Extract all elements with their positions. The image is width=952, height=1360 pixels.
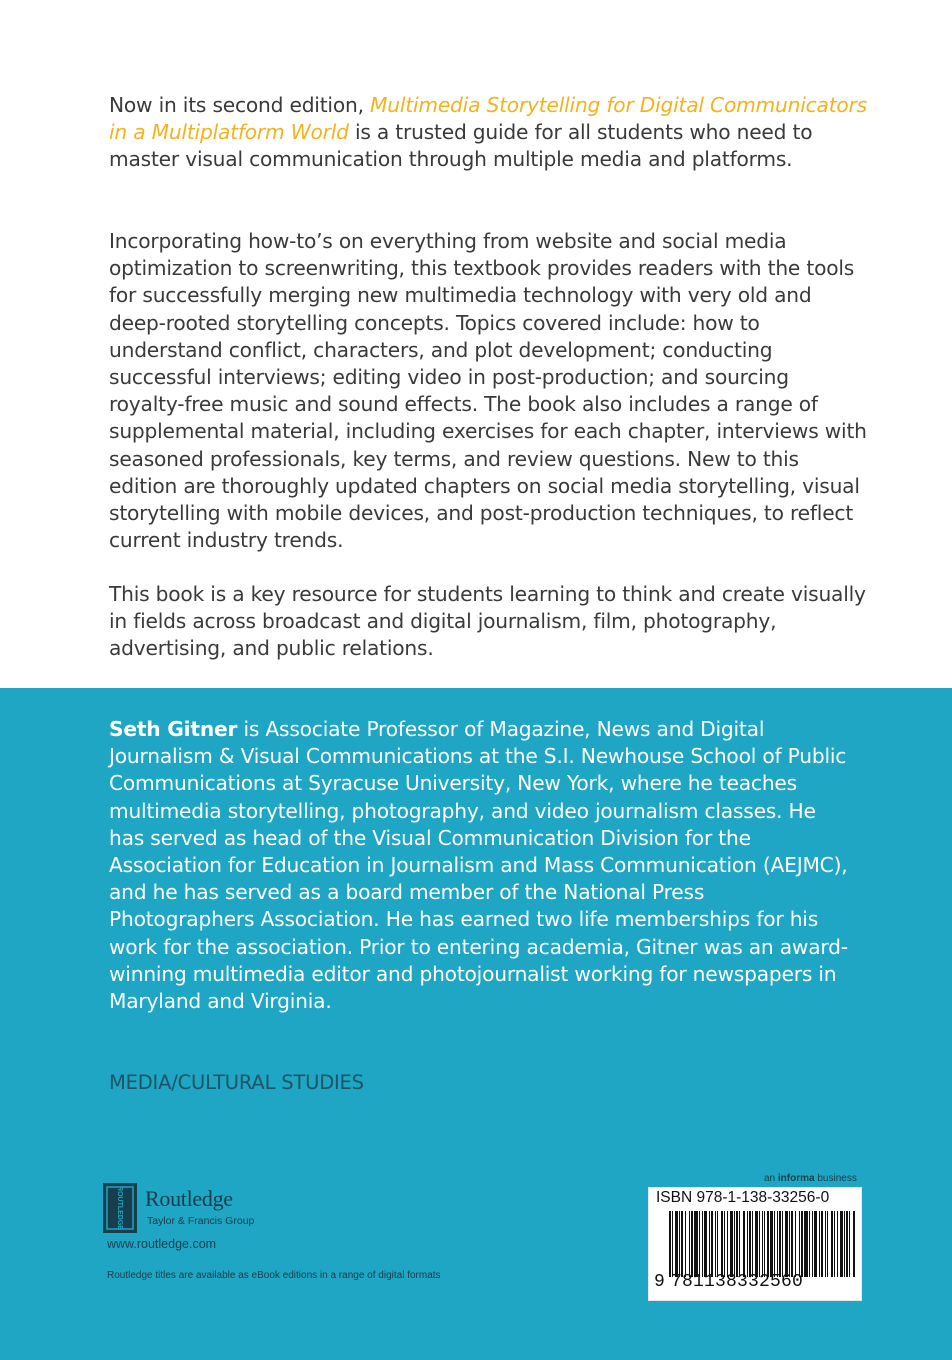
barcode-bar: [821, 1211, 823, 1277]
barcode-bar: [840, 1211, 843, 1277]
barcode-bar: [779, 1211, 781, 1277]
blurb-paragraph-2: Incorporating how-to’s on everything from website and social media optimization to screenwriting, this textbook provides readers with the tools for successfully merging new multimedia technology with very old and deep-rooted storytelling concepts. Topics covered include: how to understand conflict, characters, and plot development; conducting successful interviews; editing video in post-production; and sourcing royalty-free music and sound effects. The book also includes a range of supplemental material, including exercises for each chapter, interviews with seasoned professionals, key terms, and review questions. New to this edition are thoroughly updated chapters on social media storytelling, visual storytelling with mobile devices, and post-production techniques, to reflect current industry trends.: [109, 229, 867, 553]
barcode-bar: [672, 1211, 673, 1277]
informa-name: informa: [777, 1173, 815, 1184]
barcode-bar: [837, 1211, 838, 1277]
barcode-bar: [782, 1211, 783, 1277]
barcode-bar: [827, 1211, 828, 1277]
barcode-digits: 781138332560: [671, 1272, 804, 1292]
barcode-bar: [752, 1211, 753, 1277]
blurb-intro: Now in its second edition,: [109, 93, 371, 117]
barcode-bar: [734, 1211, 735, 1277]
subject-category: MEDIA/CULTURAL STUDIES: [109, 1071, 364, 1094]
routledge-mark-icon: [103, 1183, 137, 1233]
barcode-first-digit: 9: [654, 1272, 665, 1292]
publisher-website: www.routledge.com: [107, 1237, 217, 1251]
barcode-bar: [747, 1211, 748, 1277]
blurb-paragraph-1: [109, 92, 869, 174]
barcode-bar: [834, 1211, 835, 1277]
barcode-bar: [721, 1211, 723, 1277]
publisher-logo: [103, 1183, 283, 1233]
routledge-mark-text: ROUTLEDGE: [116, 1186, 124, 1230]
barcode-bar: [691, 1211, 693, 1277]
barcode-bar: [846, 1211, 848, 1277]
barcode-bar: [770, 1211, 773, 1277]
barcode-bar: [669, 1211, 671, 1277]
informa-tagline: [764, 1173, 857, 1184]
barcode-bar: [715, 1211, 716, 1277]
blurb-intro-end: is a trusted guide for all students who need to master visual communication through multiple media and platforms.: [109, 120, 813, 172]
barcode-bar: [789, 1211, 790, 1277]
barcode-bar: [689, 1211, 690, 1277]
ebook-note: Routledge titles are available as eBook editions in a range of digital formats: [107, 1270, 441, 1281]
isbn-barcode: [648, 1187, 862, 1301]
barcode-bar: [717, 1211, 718, 1277]
barcode-bar: [795, 1211, 796, 1277]
barcode-bar: [699, 1211, 700, 1277]
barcode-bar: [739, 1211, 740, 1277]
barcode-bar: [675, 1211, 678, 1277]
barcode-bar: [844, 1211, 845, 1277]
book-title: Multimedia Storytelling for Digital Communicators in a Multiplatform World: [109, 93, 867, 145]
barcode-bar: [804, 1211, 808, 1277]
publisher-name: Routledge: [145, 1186, 233, 1211]
barcode-bar: [767, 1211, 769, 1277]
barcode-bar: [704, 1211, 707, 1277]
author-bio-text: is Associate Professor of Magazine, News and Digital Journalism & Visual Communications at the S.I. Newhouse School of Public Communications at Syracuse University, New York, where he teaches multimedia storytelling, photography, and video journalism classes. He has served as head of the Visual Communication Division for the Association for Education in Journalism and Mass Communication (AEJMC), and he has served as a board member of the National Press Photographers Association. He has earned two life memberships for his work for the association. Prior to entering academia, Gitner was an award-winning multimedia editor and photojournalist working for newspapers in Maryland and Virginia.: [109, 717, 848, 1014]
barcode-bar: [853, 1211, 855, 1277]
barcode-bar: [785, 1211, 788, 1277]
author-bio: [109, 716, 854, 1015]
barcode-bar: [709, 1211, 710, 1277]
barcode-bar: [831, 1211, 833, 1277]
barcode-bar: [764, 1211, 765, 1277]
barcode-bar: [685, 1211, 686, 1277]
barcode-bar: [801, 1211, 803, 1277]
author-name: Seth Gitner: [109, 717, 238, 741]
barcode-bar: [759, 1211, 760, 1277]
barcode-bar: [809, 1211, 810, 1277]
barcode-bar: [749, 1211, 751, 1277]
barcode-bar: [727, 1211, 728, 1277]
informa-suffix: business: [814, 1173, 857, 1184]
barcode-bar: [694, 1211, 698, 1277]
barcode-bar: [814, 1211, 817, 1277]
barcode-bar: [730, 1211, 733, 1277]
barcode-bar: [743, 1211, 745, 1277]
barcode-bar: [791, 1211, 793, 1277]
barcode-bar: [825, 1211, 826, 1277]
isbn-label: ISBN 978-1-138-33256-0: [656, 1189, 830, 1206]
barcode-bar: [812, 1211, 813, 1277]
barcode-bars: [669, 1211, 855, 1277]
barcode-bar: [679, 1211, 680, 1277]
barcode-bar: [774, 1211, 775, 1277]
barcode-bar: [711, 1211, 713, 1277]
barcode-bar: [799, 1211, 800, 1277]
barcode-bar: [736, 1211, 738, 1277]
informa-prefix: an: [764, 1173, 778, 1184]
barcode-bar: [762, 1211, 763, 1277]
publisher-group: Taylor & Francis Group: [147, 1215, 255, 1227]
barcode-bar: [777, 1211, 778, 1277]
barcode-bar: [819, 1211, 820, 1277]
blurb-paragraph-3: This book is a key resource for students learning to think and create visually in fields across broadcast and digital journalism, film, photography, advertising, and public relations.: [109, 582, 866, 661]
barcode-bar: [755, 1211, 758, 1277]
barcode-bar: [702, 1211, 703, 1277]
barcode-bar: [724, 1211, 725, 1277]
barcode-bar: [849, 1211, 850, 1277]
barcode-bar: [681, 1211, 683, 1277]
